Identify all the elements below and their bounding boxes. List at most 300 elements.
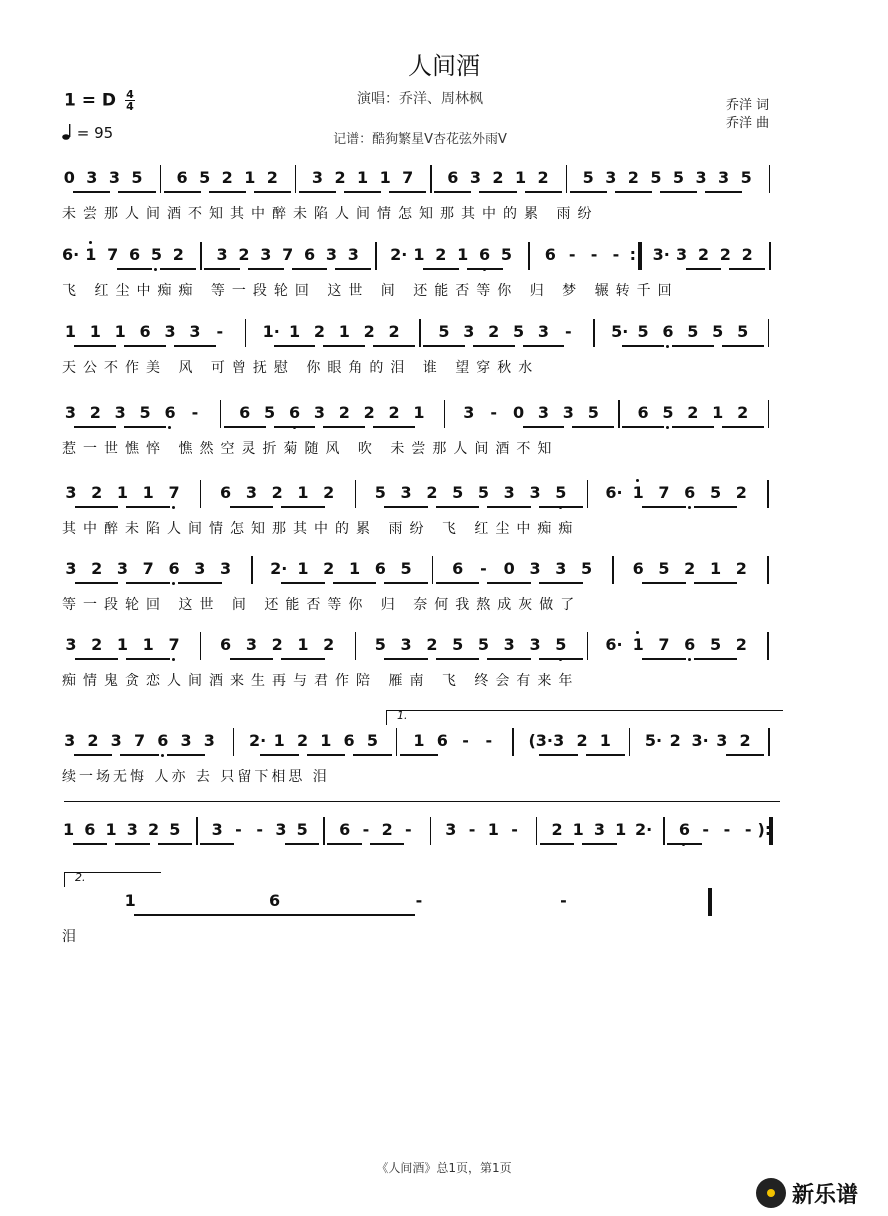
eighth-underline bbox=[174, 345, 216, 347]
high-octave-dot bbox=[89, 241, 92, 244]
note: 5 bbox=[296, 820, 308, 839]
note: 2 bbox=[266, 168, 278, 187]
note: 2 bbox=[363, 322, 375, 341]
note: 6 bbox=[632, 559, 644, 578]
note: 0 bbox=[503, 559, 515, 578]
eighth-underline bbox=[281, 658, 325, 660]
barline bbox=[767, 556, 769, 584]
low-octave-dot bbox=[666, 426, 669, 429]
note: 1 bbox=[124, 891, 136, 910]
note: 3 bbox=[537, 322, 550, 341]
barline bbox=[396, 728, 398, 756]
note: 3 bbox=[593, 820, 606, 839]
note: 7 bbox=[282, 245, 294, 264]
note: 1 bbox=[244, 168, 256, 187]
eighth-underline bbox=[167, 754, 206, 756]
eighth-underline bbox=[389, 191, 426, 193]
eighth-underline bbox=[642, 582, 686, 584]
note: 3 bbox=[216, 245, 228, 264]
eighth-underline bbox=[292, 268, 328, 270]
eighth-underline bbox=[299, 191, 336, 193]
note: 5 bbox=[740, 168, 752, 187]
note: 1 bbox=[348, 559, 361, 578]
note: 3 bbox=[555, 559, 567, 578]
note: 2 bbox=[91, 635, 103, 654]
note: 3 bbox=[529, 559, 541, 578]
note: 1 bbox=[105, 820, 117, 839]
note: 5 bbox=[374, 483, 386, 502]
note: 2 bbox=[338, 403, 350, 422]
note: 2· bbox=[390, 245, 408, 264]
barline bbox=[593, 319, 595, 347]
note: 3 bbox=[116, 559, 129, 578]
barline bbox=[200, 242, 202, 270]
note: 7 bbox=[167, 634, 181, 656]
staff-row bbox=[58, 730, 780, 758]
eighth-underline bbox=[230, 658, 274, 660]
note: - bbox=[560, 891, 567, 910]
barline bbox=[220, 400, 222, 428]
note: 7 bbox=[142, 559, 154, 578]
staff-row bbox=[58, 482, 780, 510]
note: 2 bbox=[271, 635, 283, 654]
eighth-underline bbox=[260, 754, 299, 756]
transcriber-credit: 记谱：酷狗繁星V杏花弦外雨V bbox=[333, 132, 507, 147]
lyrics-row: 天公不作美 风 可曾抚慰 你眼角的泪 谁 望穿秋水 bbox=[62, 360, 540, 376]
note: 6 bbox=[478, 244, 492, 266]
note: 2 bbox=[426, 483, 438, 502]
note: 5 bbox=[658, 559, 670, 578]
eighth-underline bbox=[285, 843, 319, 845]
eighth-underline bbox=[400, 754, 439, 756]
note: 5 bbox=[672, 168, 685, 187]
eighth-underline bbox=[323, 345, 365, 347]
note: 3· bbox=[652, 245, 670, 264]
note: - bbox=[590, 245, 598, 264]
note: - bbox=[511, 820, 518, 839]
eighth-underline bbox=[75, 506, 119, 508]
note: 6 bbox=[339, 820, 351, 839]
eighth-underline bbox=[209, 191, 246, 193]
note: 6 bbox=[544, 245, 556, 264]
note: 2 bbox=[323, 635, 335, 654]
eighth-underline bbox=[74, 345, 116, 347]
eighth-underline bbox=[615, 191, 652, 193]
eighth-underline bbox=[75, 582, 119, 584]
note: 7 bbox=[658, 635, 670, 654]
note: 2 bbox=[271, 483, 283, 502]
note: 1 bbox=[599, 731, 611, 750]
lyrics-row: 续一场无悔 人亦 去 只留下相思 泪 bbox=[62, 769, 330, 785]
barline bbox=[160, 165, 162, 193]
note: 1 bbox=[297, 559, 309, 578]
barline bbox=[323, 817, 325, 845]
note: 5 bbox=[554, 482, 568, 504]
note: 5 bbox=[264, 403, 276, 422]
note: 2 bbox=[296, 731, 309, 750]
note: - bbox=[235, 820, 242, 839]
eighth-underline bbox=[160, 268, 196, 270]
note: - bbox=[723, 820, 731, 839]
barline bbox=[295, 165, 297, 193]
staff-row bbox=[58, 819, 780, 847]
note: 2 bbox=[172, 245, 184, 264]
note: 3 bbox=[110, 731, 122, 750]
eighth-underline bbox=[436, 582, 480, 584]
note: 3 bbox=[463, 403, 475, 422]
note: 3 bbox=[189, 322, 201, 341]
barline bbox=[587, 480, 589, 508]
time-top: 4 bbox=[126, 88, 134, 101]
eighth-underline bbox=[705, 191, 742, 193]
eighth-underline bbox=[539, 582, 583, 584]
staff-row bbox=[58, 634, 780, 662]
barline bbox=[663, 817, 665, 845]
eighth-underline bbox=[726, 754, 765, 756]
barline bbox=[768, 728, 770, 756]
note: 6 bbox=[304, 245, 316, 264]
note: 1 bbox=[320, 731, 332, 750]
note: 5 bbox=[709, 483, 722, 502]
volta-2-label: 2. bbox=[75, 871, 86, 884]
barline bbox=[375, 242, 377, 270]
note: 2 bbox=[323, 559, 335, 578]
note: 5 bbox=[661, 402, 675, 424]
note: - bbox=[462, 731, 469, 750]
note: 1 bbox=[142, 483, 154, 502]
note: 0 bbox=[513, 403, 525, 422]
note: 1 bbox=[338, 322, 350, 341]
note: 2 bbox=[741, 245, 753, 264]
note: 1 bbox=[572, 820, 584, 839]
eighth-underline bbox=[158, 843, 192, 845]
key-label: 1 = D bbox=[64, 90, 117, 111]
barline bbox=[430, 165, 432, 193]
eighth-underline bbox=[323, 426, 365, 428]
note: 6· bbox=[605, 635, 623, 654]
eighth-underline bbox=[642, 506, 686, 508]
note: 1 bbox=[631, 634, 645, 656]
note: 5 bbox=[554, 634, 568, 656]
note: 5 bbox=[452, 635, 464, 654]
note: 3 bbox=[220, 559, 232, 578]
lyrics-row: 泪 bbox=[62, 929, 83, 945]
note: 1 bbox=[297, 483, 309, 502]
note: 6 bbox=[374, 559, 386, 578]
note: - bbox=[702, 820, 709, 839]
eighth-underline bbox=[473, 345, 515, 347]
eighth-underline bbox=[204, 268, 240, 270]
eighth-underline bbox=[667, 843, 701, 845]
note: 2 bbox=[147, 820, 160, 839]
note: 1 bbox=[514, 168, 527, 187]
lyrics-row: 其中醉未陷人间情怎知那其中的累 雨纷 飞 红尘中痴痴 bbox=[62, 521, 580, 537]
note: 3 bbox=[716, 731, 728, 750]
eighth-underline bbox=[672, 345, 714, 347]
barline bbox=[536, 817, 538, 845]
eighth-underline bbox=[248, 268, 284, 270]
barline bbox=[768, 400, 770, 428]
eighth-underline bbox=[134, 914, 415, 916]
eighth-underline bbox=[525, 191, 562, 193]
note: 7 bbox=[167, 482, 181, 504]
barline bbox=[767, 632, 769, 660]
note: 6 bbox=[84, 820, 96, 839]
eighth-underline bbox=[327, 843, 361, 845]
note: 5 bbox=[477, 483, 490, 502]
note: 1 bbox=[84, 244, 98, 266]
note: 2 bbox=[313, 322, 325, 341]
note: 3 bbox=[211, 820, 223, 839]
eighth-underline bbox=[694, 658, 738, 660]
low-octave-dot bbox=[154, 268, 157, 271]
note: 1 bbox=[631, 482, 645, 504]
note: 3 bbox=[400, 635, 412, 654]
note: 3 bbox=[445, 820, 457, 839]
barline bbox=[612, 556, 614, 584]
note: 2 bbox=[221, 168, 233, 187]
note: 2 bbox=[684, 559, 696, 578]
note: 2 bbox=[89, 403, 101, 422]
note: 1 bbox=[297, 635, 309, 654]
note: 2 bbox=[737, 403, 749, 422]
note: 7 bbox=[133, 731, 146, 750]
note: 1 bbox=[64, 322, 76, 341]
note: 2 bbox=[388, 322, 400, 341]
eighth-underline bbox=[540, 843, 574, 845]
note: 6 bbox=[683, 482, 697, 504]
note: 3 bbox=[553, 731, 565, 750]
barline bbox=[769, 242, 771, 270]
note: 1 bbox=[357, 168, 369, 187]
eighth-underline bbox=[539, 658, 583, 660]
note: 3 bbox=[65, 635, 77, 654]
note: - bbox=[565, 322, 572, 341]
repeat-sign: : bbox=[629, 245, 636, 264]
barline bbox=[233, 728, 235, 756]
note: 1 bbox=[288, 322, 301, 341]
note: 2 bbox=[381, 820, 393, 839]
note: 2 bbox=[687, 403, 699, 422]
eighth-underline bbox=[230, 506, 274, 508]
note: 3 bbox=[503, 483, 515, 502]
note: 6 bbox=[436, 731, 448, 750]
note: 5 bbox=[582, 168, 594, 187]
note: 3 bbox=[325, 245, 338, 264]
note: 2 bbox=[735, 635, 747, 654]
eighth-underline bbox=[118, 191, 155, 193]
note: 6 bbox=[163, 402, 177, 424]
note: - bbox=[216, 322, 224, 341]
eighth-underline bbox=[660, 191, 697, 193]
eighth-underline bbox=[523, 426, 565, 428]
staff-row bbox=[58, 558, 780, 586]
high-octave-dot bbox=[636, 631, 639, 634]
note: 3· bbox=[691, 731, 709, 750]
note: 3 bbox=[86, 168, 98, 187]
note: 3 bbox=[126, 820, 138, 839]
eighth-underline bbox=[582, 843, 616, 845]
vinyl-disc-icon bbox=[756, 1178, 786, 1208]
eighth-underline bbox=[539, 506, 583, 508]
volta-second-ending bbox=[64, 872, 161, 887]
low-octave-dot bbox=[168, 426, 171, 429]
note: 3 bbox=[275, 820, 287, 839]
note: 2 bbox=[91, 483, 103, 502]
eighth-underline bbox=[281, 506, 325, 508]
note: 3 bbox=[529, 635, 541, 654]
eighth-underline bbox=[722, 345, 764, 347]
eighth-underline bbox=[274, 345, 316, 347]
note: 5· bbox=[611, 322, 629, 341]
note: 3 bbox=[194, 559, 206, 578]
note: 7 bbox=[107, 245, 119, 264]
eighth-underline bbox=[436, 658, 480, 660]
note: 3 bbox=[65, 483, 77, 502]
volta-first-ending bbox=[386, 710, 783, 725]
note: 2· bbox=[634, 820, 653, 839]
note: 3 bbox=[64, 403, 76, 422]
low-octave-dot bbox=[172, 658, 175, 661]
eighth-underline bbox=[384, 658, 428, 660]
note: 6 bbox=[167, 558, 181, 580]
note: 6 bbox=[447, 168, 459, 187]
eighth-underline bbox=[434, 191, 471, 193]
low-octave-dot bbox=[688, 658, 691, 661]
note: 3 bbox=[503, 635, 515, 654]
eighth-underline bbox=[333, 582, 377, 584]
eighth-underline bbox=[686, 268, 722, 270]
note: 3 bbox=[114, 403, 126, 422]
note: 5 bbox=[199, 168, 211, 187]
barline bbox=[251, 556, 253, 584]
note: 3 bbox=[245, 483, 257, 502]
eighth-underline bbox=[622, 345, 664, 347]
eighth-underline bbox=[224, 426, 266, 428]
staff-row bbox=[58, 167, 780, 195]
note: 2 bbox=[735, 559, 747, 578]
logo-text: 新乐谱 bbox=[792, 1183, 859, 1208]
note: - bbox=[490, 403, 497, 422]
note: 1 bbox=[273, 731, 285, 750]
note: 6· bbox=[61, 245, 80, 264]
lyrics-row: 未尝那人间酒不知其中醉未陷人间情怎知那其中的累 雨纷 bbox=[62, 206, 599, 222]
note: 5 bbox=[366, 731, 378, 750]
note: 2 bbox=[739, 731, 751, 750]
note: 1 bbox=[114, 322, 126, 341]
note: 1 bbox=[116, 635, 129, 654]
eighth-underline bbox=[335, 268, 371, 270]
staff-row bbox=[58, 244, 780, 272]
note: 5 bbox=[438, 322, 450, 341]
high-octave-dot bbox=[636, 479, 639, 482]
note: 3 bbox=[562, 403, 574, 422]
eighth-underline bbox=[436, 506, 480, 508]
note: 2· bbox=[248, 731, 267, 750]
eighth-underline bbox=[729, 268, 765, 270]
low-octave-dot bbox=[172, 582, 175, 585]
note: - bbox=[362, 820, 370, 839]
note: 6 bbox=[128, 245, 141, 264]
note: 1 bbox=[712, 403, 724, 422]
eighth-underline bbox=[642, 658, 686, 660]
eighth-underline bbox=[117, 268, 153, 270]
note: 1· bbox=[262, 322, 280, 341]
eighth-underline bbox=[722, 426, 764, 428]
eighth-underline bbox=[384, 506, 428, 508]
note: 1 bbox=[457, 245, 469, 264]
lyrics-row: 痴情鬼贪恋人间酒来生再与君作陪 雁南 飞 终会有来年 bbox=[62, 673, 580, 689]
note: 2 bbox=[719, 245, 731, 264]
note: 3 bbox=[675, 245, 688, 264]
eighth-underline bbox=[373, 426, 415, 428]
note: 5 bbox=[581, 559, 593, 578]
note: 1 bbox=[709, 559, 722, 578]
note: 3 bbox=[718, 168, 730, 187]
song-title: 人间酒 bbox=[408, 52, 480, 80]
eighth-underline bbox=[73, 191, 110, 193]
eighth-underline bbox=[126, 506, 170, 508]
barline bbox=[200, 480, 202, 508]
staff-row bbox=[58, 321, 780, 349]
note: 5· bbox=[644, 731, 663, 750]
note: 1 bbox=[413, 245, 425, 264]
note: 3 bbox=[65, 559, 77, 578]
note: 5 bbox=[650, 168, 662, 187]
note: 2 bbox=[551, 820, 563, 839]
note: 6 bbox=[452, 559, 464, 578]
note: - bbox=[256, 820, 264, 839]
note: 3 bbox=[347, 245, 359, 264]
note: 3 bbox=[203, 731, 215, 750]
note: 2 bbox=[435, 245, 447, 264]
note: 3 bbox=[463, 322, 475, 341]
note: 6 bbox=[661, 321, 675, 343]
note: 5 bbox=[452, 483, 464, 502]
eighth-underline bbox=[694, 506, 738, 508]
eighth-underline bbox=[487, 506, 531, 508]
barline bbox=[355, 632, 357, 660]
note: - bbox=[612, 245, 620, 264]
lyrics-row: 惹一世憔悴 憔然空灵折菊随风 吹 未尝那人间酒不知 bbox=[62, 441, 559, 457]
note: 3 bbox=[400, 483, 412, 502]
eighth-underline bbox=[373, 345, 415, 347]
note: - bbox=[191, 403, 199, 422]
note: 3 bbox=[605, 168, 617, 187]
note: 1 bbox=[142, 635, 154, 654]
note: (3· bbox=[528, 731, 553, 750]
note: 5 bbox=[500, 245, 513, 264]
eighth-underline bbox=[126, 658, 170, 660]
note: 7 bbox=[402, 168, 414, 187]
note: 5 bbox=[513, 322, 525, 341]
staff-row bbox=[58, 890, 780, 918]
note: 6 bbox=[269, 891, 281, 910]
note: 1 bbox=[413, 731, 425, 750]
note: 3 bbox=[245, 635, 257, 654]
note: 7 bbox=[658, 483, 670, 502]
eighth-underline bbox=[467, 268, 503, 270]
eighth-underline bbox=[523, 345, 565, 347]
barline bbox=[618, 400, 620, 428]
volta-continuation-line bbox=[64, 801, 780, 802]
site-logo bbox=[756, 1176, 876, 1212]
eighth-underline bbox=[307, 754, 346, 756]
barline bbox=[419, 319, 421, 347]
barline bbox=[430, 817, 432, 845]
note: 5 bbox=[637, 322, 649, 341]
eighth-underline bbox=[115, 843, 149, 845]
